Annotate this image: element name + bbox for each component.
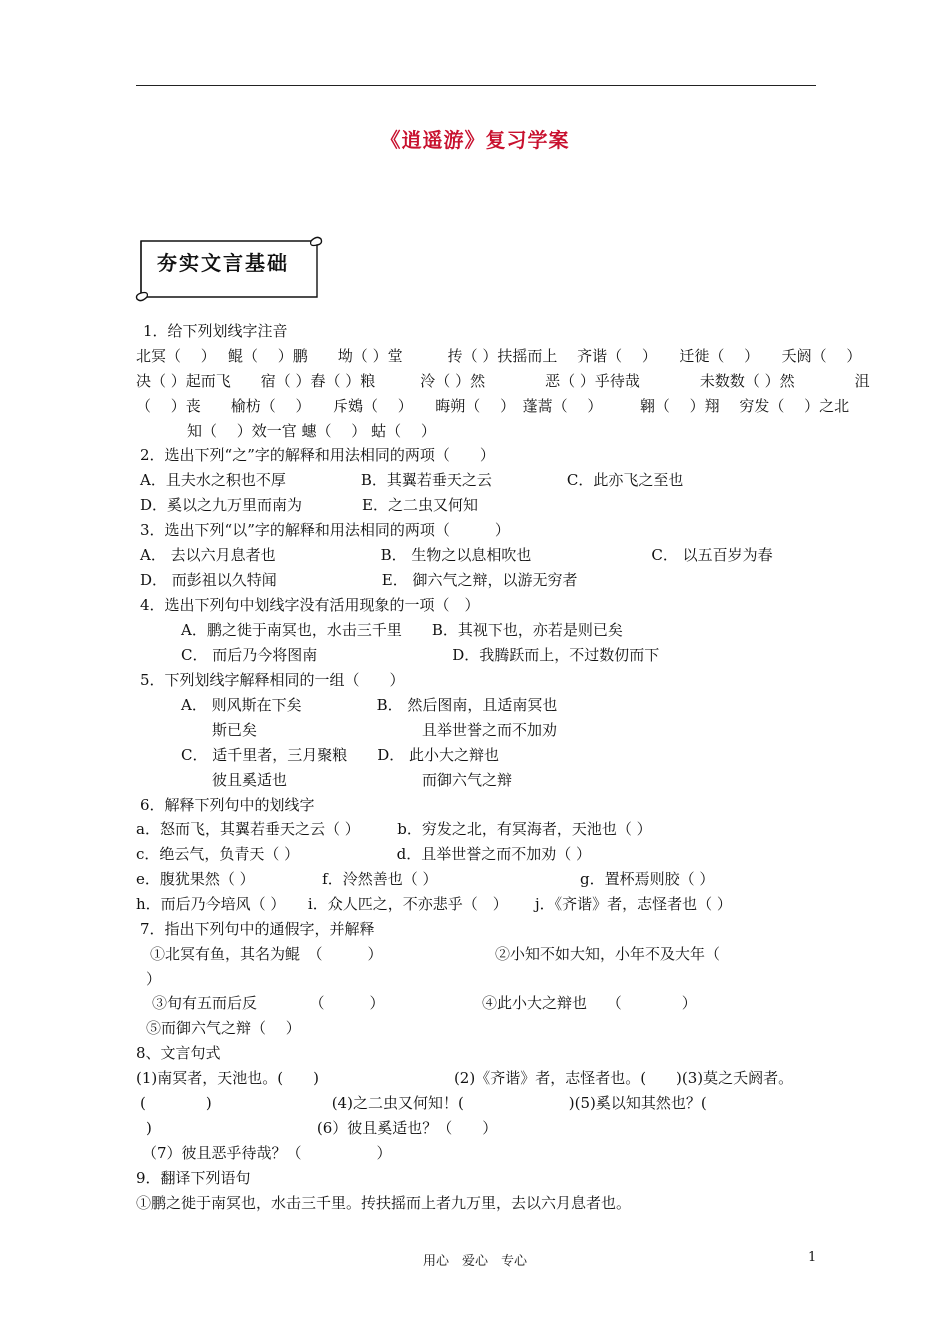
section-heading: 夯实文言基础 bbox=[157, 251, 289, 275]
worksheet-line: 知（ ）效一官 蟪（ ） 蛄（ ） bbox=[187, 422, 436, 440]
worksheet-line: （7）彼且恶乎待哉？（ ） bbox=[142, 1144, 392, 1162]
worksheet-line: ( ) (4)之二虫又何知！( )(5)奚以知其然也？( bbox=[140, 1094, 707, 1112]
section-banner bbox=[133, 233, 325, 309]
worksheet-line: C． 而后乃今将图南 D．我腾跃而上，不过数仞而下 bbox=[181, 646, 660, 664]
worksheet-line: 9．翻译下列语句 bbox=[136, 1169, 251, 1187]
worksheet-line: 决（ ）起而飞 宿（ ）舂（ ）粮 泠（ ）然 恶（ ）乎待哉 未数数（ ）然 沮 bbox=[136, 372, 870, 390]
worksheet-line: 斯已矣 且举世誉之而不加劝 bbox=[212, 721, 558, 739]
worksheet-line: h．而后乃今培风（ ） i．众人匹之，不亦悲乎（ ） j．《齐谐》者，志怪者也（ ） bbox=[136, 895, 732, 913]
worksheet-line: A． 则风斯在下矣 B． 然后图南，且适南冥也 bbox=[181, 696, 558, 714]
worksheet-line: a．怒而飞，其翼若垂天之云（ ） b．穷发之北，有冥海者，天池也（ ） bbox=[136, 820, 652, 838]
page-number: 1 bbox=[808, 1250, 817, 1265]
worksheet-line: ③旬有五而后反 （ ） ④此小大之辩也 （ ） bbox=[152, 994, 697, 1012]
worksheet-line: e．腹犹果然（ ） f．泠然善也（ ） g．置杯焉则胶（ ） bbox=[136, 870, 715, 888]
worksheet-line: 8、文言句式 bbox=[136, 1044, 221, 1062]
page-footer: 用心 爱心 专心 bbox=[422, 1254, 527, 1269]
worksheet-line: 3．选出下列“以”字的解释和用法相同的两项（ ） bbox=[140, 521, 510, 539]
worksheet-line: A．鹏之徙于南冥也，水击三千里 B．其视下也，亦若是则已矣 bbox=[181, 621, 623, 639]
worksheet-line: D． 而彭祖以久特闻 E． 御六气之辩，以游无穷者 bbox=[140, 571, 578, 589]
worksheet-line: ①北冥有鱼，其名为鲲 （ ） ②小知不如大知，小年不及大年（ bbox=[150, 945, 721, 963]
worksheet-line: （ ）丧 榆枋（ ） 斥鴳（ ） 晦朔（ ） 蓬蒿（ ） 翱（ ）翔 穷发（ ）之北 bbox=[136, 397, 850, 415]
worksheet-line: ①鹏之徙于南冥也，水击三千里。抟扶摇而上者九万里，去以六月息者也。 bbox=[136, 1194, 632, 1212]
worksheet-line: ） bbox=[146, 970, 162, 988]
worksheet-line: ⑤而御六气之辩（ ） bbox=[146, 1019, 301, 1037]
worksheet-line: ) (6）彼且奚适也？（ ） bbox=[146, 1119, 498, 1137]
worksheet-line: 2．选出下列“之”字的解释和用法相同的两项（ ） bbox=[140, 446, 495, 464]
page-title: 《逍遥游》复习学案 bbox=[380, 128, 570, 152]
worksheet-line: 北冥（ ） 鲲（ ）鹏 坳（ ）堂 抟（ ）扶摇而上 齐谐（ ） 迁徙（ ） 夭阏（ ） bbox=[136, 347, 862, 365]
worksheet-line: D．奚以之九万里而南为 E．之二虫又何知 bbox=[140, 496, 478, 514]
worksheet-line: (1)南冥者，天池也。( ) (2)《齐谐》者，志怪者也。( )(3)莫之夭阏者。 bbox=[136, 1069, 794, 1087]
worksheet-line: A．且夫水之积也不厚 B．其翼若垂天之云 C．此亦飞之至也 bbox=[140, 471, 684, 489]
worksheet-line: 7．指出下列句中的通假字，并解释 bbox=[140, 920, 375, 938]
worksheet-line: c．绝云气，负青天（ ） d．且举世誉之而不加劝（ ） bbox=[136, 845, 592, 863]
header-rule bbox=[136, 85, 816, 86]
worksheet-line: A． 去以六月息者也 B． 生物之以息相吹也 C． 以五百岁为春 bbox=[140, 546, 773, 564]
worksheet-line: 1．给下列划线字注音 bbox=[143, 322, 288, 340]
worksheet-line: 彼且奚适也 而御六气之辩 bbox=[212, 771, 513, 789]
worksheet-line: 4．选出下列句中划线字没有活用现象的一项（ ） bbox=[140, 596, 480, 614]
worksheet-line: 6．解释下列句中的划线字 bbox=[140, 796, 315, 814]
worksheet-line: C． 适千里者，三月聚粮 D． 此小大之辩也 bbox=[181, 746, 500, 764]
worksheet-line: 5．下列划线字解释相同的一组（ ） bbox=[140, 671, 405, 689]
